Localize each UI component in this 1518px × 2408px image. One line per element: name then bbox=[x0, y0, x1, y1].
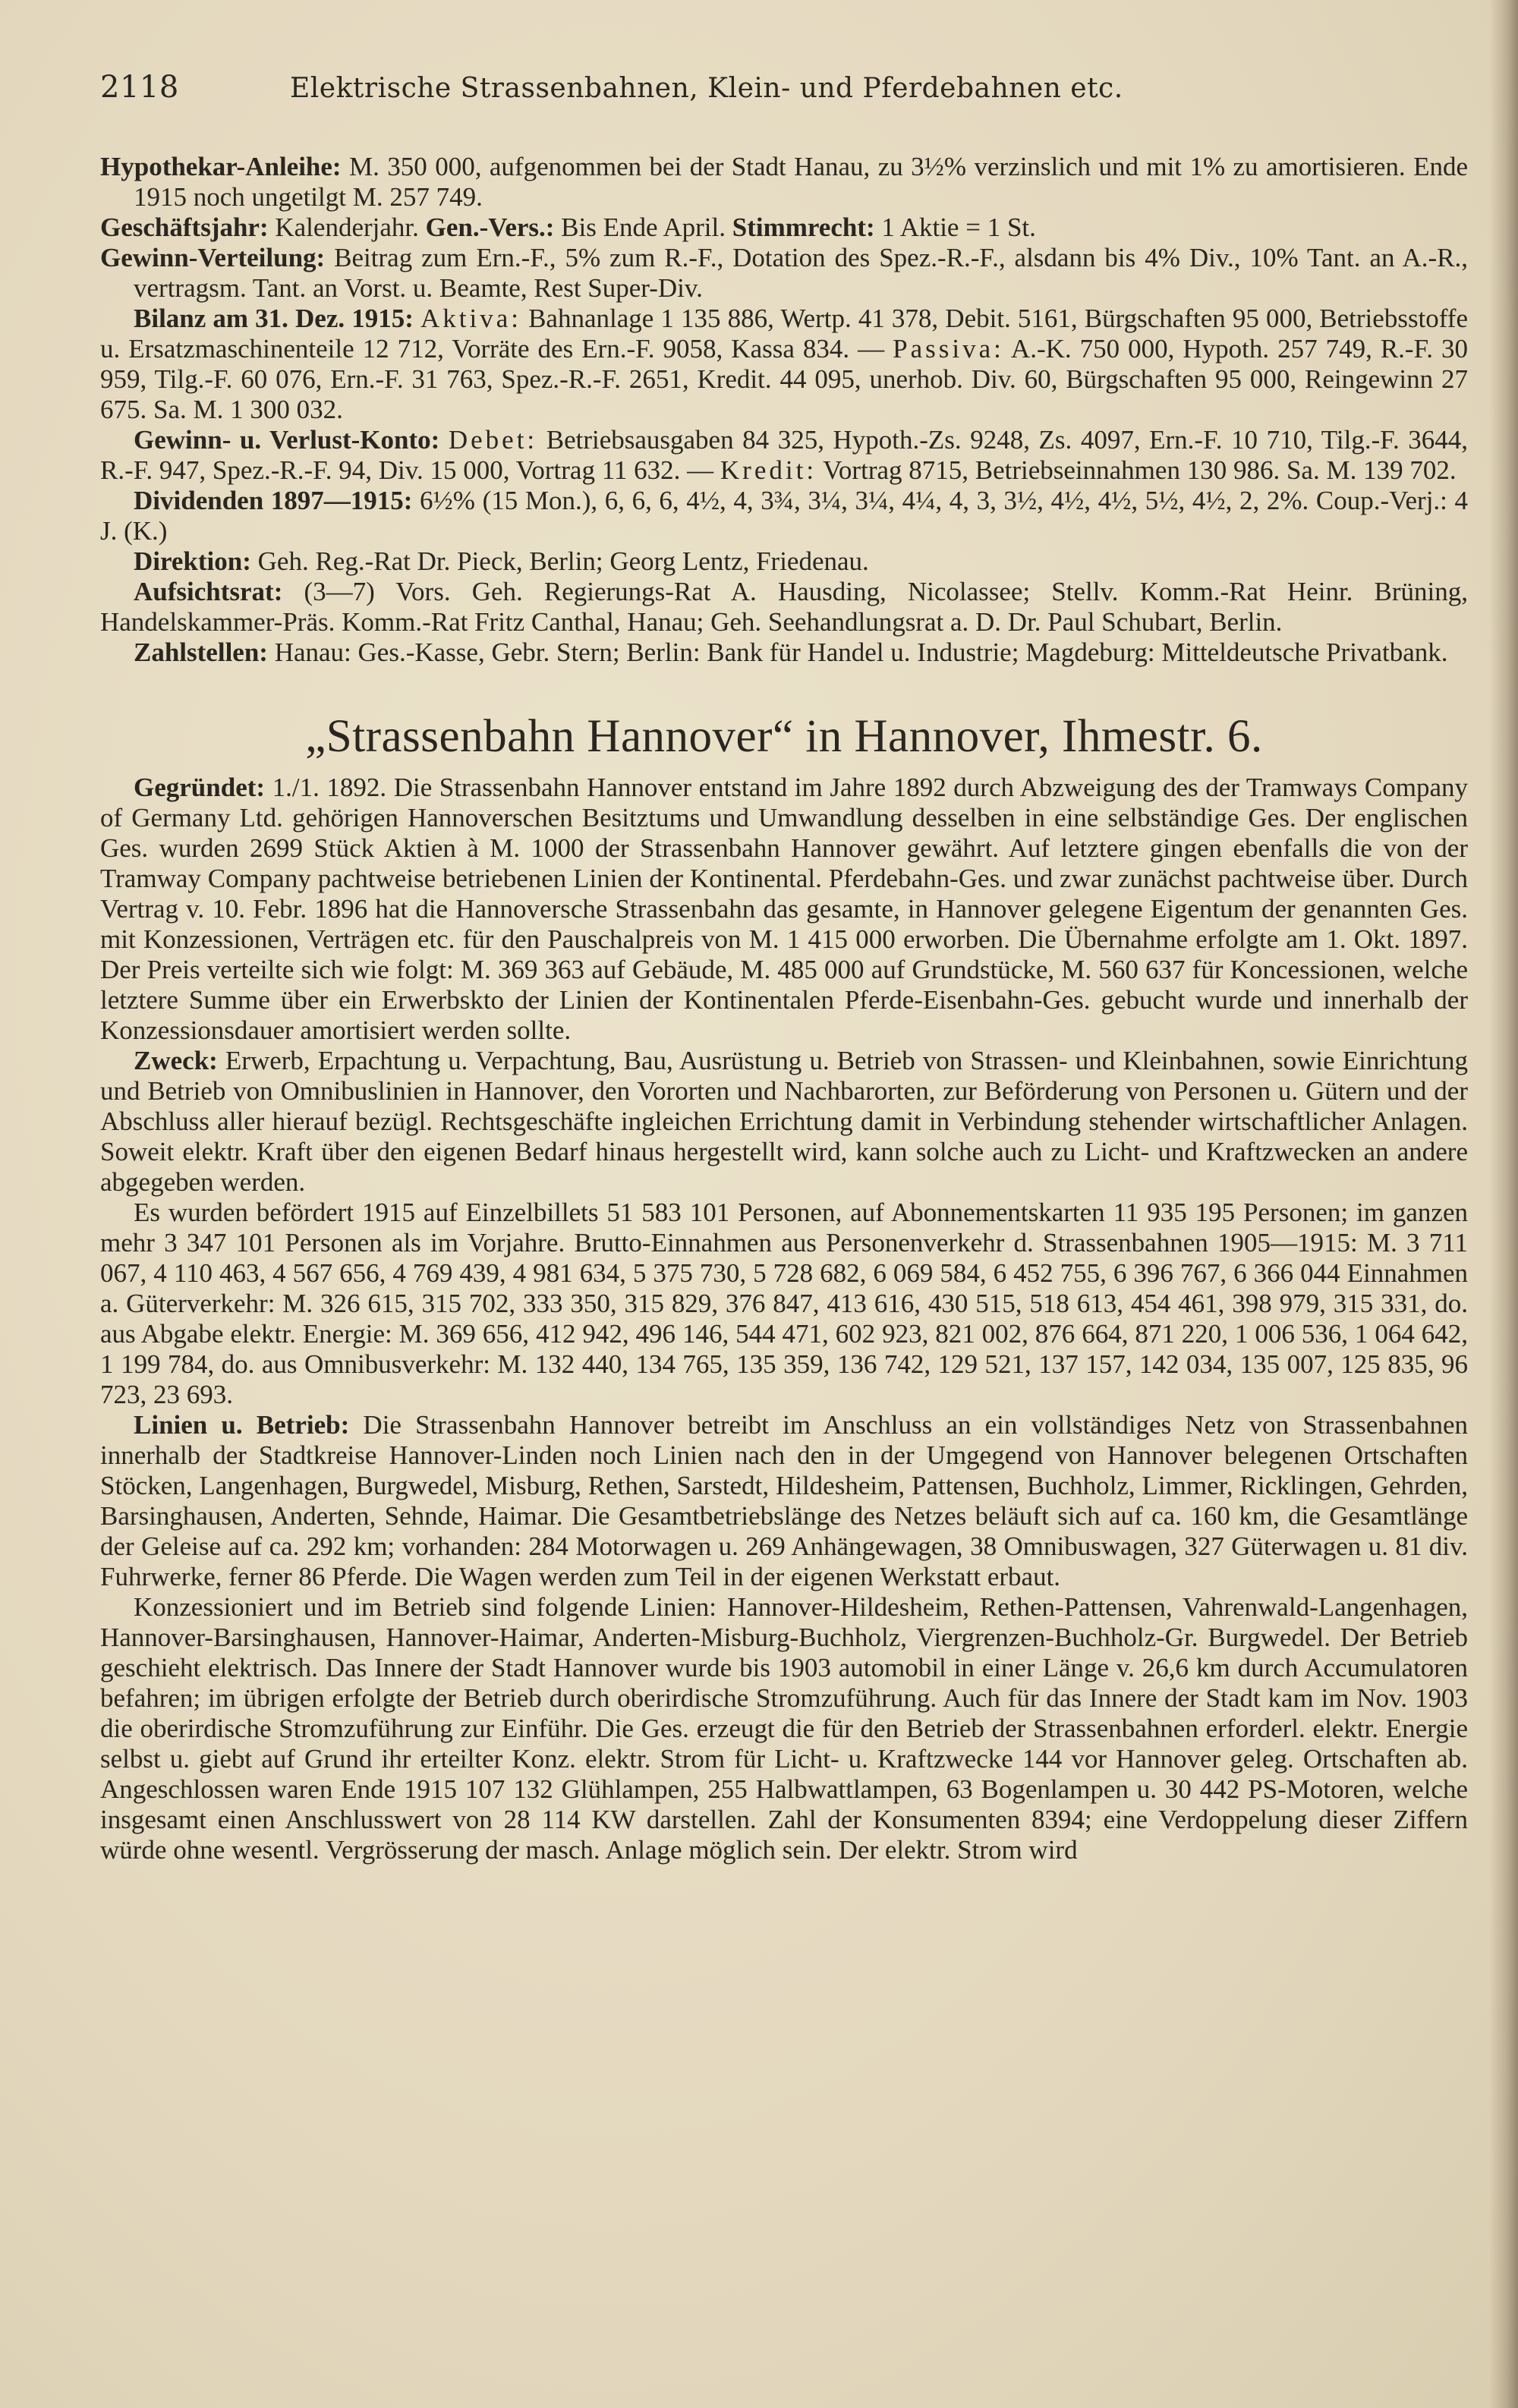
company-heading: „Strassenbahn Hannover“ in Hannover, Ihmestr. 6. bbox=[305, 711, 1263, 762]
label-zweck: Zweck: bbox=[134, 1046, 218, 1075]
running-head bbox=[100, 70, 1468, 105]
paragraph-gegruendet bbox=[100, 773, 1468, 1046]
running-title: Elektrische Strassenbahnen, Klein- und Pferdebahnen etc. bbox=[290, 73, 1123, 104]
text-zahlstellen: Hanau: Ges.-Kasse, Gebr. Stern; Berlin: Bank für Handel u. Industrie; Magdeburg: Mitteldeutsche Privatbank. bbox=[274, 637, 1448, 667]
text-guv-kredit: Vortrag 8715, Betriebseinnahmen 130 986. Sa. M. 139 702. bbox=[823, 455, 1457, 485]
paragraph-aufsichtsrat bbox=[100, 577, 1468, 637]
text-guv-debet: Betriebsausgaben 84 325, Hypoth.-Zs. 9248, Zs. 4097, Ern.-F. 10 710, Tilg.-F. 3644, R.-F. 947, Spez.-R.-F. 94, Div. 15 000, Vortrag 11 632. — bbox=[100, 425, 1469, 485]
text-dividenden: 6½% (15 Mon.), 6, 6, 6, 4½, 4, 3¾, 3¼, 3¼, 4¼, 4, 3, 3½, 4½, 4½, 5½, 4½, 2, 2%. Coup.-Verj.: 4 J. (K.) bbox=[100, 486, 1469, 546]
label-gegruendet: Gegründet: bbox=[134, 773, 266, 802]
text-zweck: Erwerb, Erpachtung u. Verpachtung, Bau, Ausrüstung u. Betrieb von Strassen- und Kleinbahnen, sowie Einrichtung und Betrieb von Omnibuslinien in Hannover, den Vororten und Nachbarorten, zur Beförderung von Personen u. Gütern und der Abschluss aller hierauf bezügl. Rechtsgeschäfte ingleichen Errichtung damit in Verbindung stehender wirtschaftlicher Anlagen. Soweit elektr. Kraft über den eigenen Bedarf hinaus hergestellt wird, kann solche auch zu Licht- und Kraftzwecken an andere abgegeben werden. bbox=[100, 1046, 1468, 1197]
paragraph-bilanz bbox=[100, 304, 1468, 425]
label-kredit: Kredit: bbox=[720, 455, 817, 485]
section-hanau-continuation bbox=[100, 152, 1468, 668]
label-gen-vers: Gen.-Vers.: bbox=[425, 212, 555, 242]
paragraph-zweck bbox=[100, 1046, 1468, 1198]
text-hypothekar-anleihe: M. 350 000, aufgenommen bei der Stadt Hanau, zu 3½% verzinslich und mit 1% zu amortisieren. Ende 1915 noch ungetilgt M. 257 749. bbox=[134, 152, 1468, 212]
label-aufsichtsrat: Aufsichtsrat: bbox=[134, 577, 283, 606]
label-passiva: Passiva: bbox=[893, 334, 1004, 364]
label-debet: Debet: bbox=[448, 425, 538, 455]
paragraph-gewinn-verteilung bbox=[100, 243, 1468, 304]
text-stimmrecht: 1 Aktie = 1 St. bbox=[881, 212, 1036, 242]
label-gewinn-verteilung: Gewinn-Verteilung: bbox=[100, 243, 326, 272]
paragraph-direktion bbox=[100, 546, 1468, 577]
paragraph-zahlstellen bbox=[100, 637, 1468, 668]
label-gewinn-verlust-konto: Gewinn- u. Verlust-Konto: bbox=[134, 425, 440, 455]
label-hypothekar-anleihe: Hypothekar-Anleihe: bbox=[100, 152, 342, 181]
paragraph-befoerderung: Es wurden befördert 1915 auf Einzelbillets 51 583 101 Personen, auf Abonnementskarten 11 935 195 Personen; im ganzen mehr 3 347 101 Personen als im Vorjahre. Brutto-Einnahmen aus Personenverkehr d. Strassenbahnen 1905—1915: M. 3 711 067, 4 110 463, 4 567 656, 4 769 439, 4 981 634, 5 375 730, 5 728 682, 6 069 584, 6 452 755, 6 396 767, 6 366 044 Einnahmen a. Güterverkehr: M. 326 615, 315 702, 333 350, 315 829, 376 847, 413 616, 430 515, 518 613, 454 461, 398 979, 315 331, do. aus Abgabe elektr. Energie: M. 369 656, 412 942, 496 146, 544 471, 602 923, 821 002, 876 664, 871 220, 1 006 536, 1 064 642, 1 199 784, do. aus Omnibusverkehr: M. 132 440, 134 765, 135 359, 136 742, 129 521, 137 157, 142 034, 135 007, 125 835, 96 723, 23 693. bbox=[100, 1198, 1468, 1409]
paragraph-dividenden bbox=[100, 486, 1468, 546]
label-zahlstellen: Zahlstellen: bbox=[134, 637, 268, 667]
text-bilanz-aktiva: Bahnanlage 1 135 886, Wertp. 41 378, Debit. 5161, Bürgschaften 95 000, Betriebsstoffe u. Ersatzmaschinenteile 12 712, Vorräte des Ern.-F. 9058, Kassa 834. — bbox=[100, 304, 1468, 364]
page-number: 2118 bbox=[100, 70, 179, 105]
label-geschaeftsjahr: Geschäftsjahr: bbox=[100, 212, 269, 242]
text-gewinn-verteilung: Beitrag zum Ern.-F., 5% zum R.-F., Dotation des Spez.-R.-F., alsdann bis 4% Div., 10% Tant. an A.-R., vertragsm. Tant. an Vorst. u. Beamte, Rest Super-Div. bbox=[134, 243, 1469, 303]
label-direktion: Direktion: bbox=[134, 546, 251, 576]
paragraph-gewinn-verlust-konto bbox=[100, 425, 1468, 486]
text-direktion: Geh. Reg.-Rat Dr. Pieck, Berlin; Georg Lentz, Friedenau. bbox=[257, 546, 869, 576]
page-edge-shadow bbox=[1489, 0, 1518, 2408]
label-aktiva: Aktiva: bbox=[420, 304, 521, 333]
label-bilanz: Bilanz am 31. Dez. 1915: bbox=[134, 304, 414, 333]
text-bilanz-passiva: A.-K. 750 000, Hypoth. 257 749, R.-F. 30 959, Tilg.-F. 60 076, Ern.-F. 31 763, Spez.-R.-F. 2651, Kredit. 44 095, unerhob. Div. 60, Bürgschaften 95 000, Reingewinn 27 675. Sa. M. 1 300 032. bbox=[100, 334, 1468, 424]
paragraph-geschaeftsjahr bbox=[100, 212, 1468, 243]
paragraph-linien-betrieb bbox=[100, 1410, 1468, 1592]
text-aufsichtsrat: (3—7) Vors. Geh. Regierungs-Rat A. Hausding, Nicolassee; Stellv. Komm.-Rat Heinr. Brüning, Handelskammer-Präs. Komm.-Rat Fritz Canthal, Hanau; Geh. Seehandlungsrat a. D. Dr. Paul Schubart, Berlin. bbox=[100, 577, 1469, 637]
text-gegruendet: 1./1. 1892. Die Strassenbahn Hannover entstand im Jahre 1892 durch Abzweigung des der Tramways Company of Germany Ltd. gehörigen Hannoverschen Besitztums und Umwandlung desselben in eine selbständige Ges. Der englischen Ges. wurden 2699 Stück Aktien à M. 1000 der Strassenbahn Hannover gewährt. Auf letztere gingen ebenfalls die von der Tramway Company pachtweise betriebenen Linien der Kontinental. Pferdebahn-Ges. und zwar zunächst pachtweise über. Durch Vertrag v. 10. Febr. 1896 hat die Hannoversche Strassenbahn das gesamte, in Hannover gelegene Eigentum der genannten Ges. mit Konzessionen, Verträgen etc. für den Pauschalpreis von M. 1 415 000 erworben. Die Übernahme erfolgte am 1. Okt. 1897. Der Preis verteilte sich wie folgt: M. 369 363 auf Gebäude, M. 485 000 auf Grundstücke, M. 560 637 für Koncessionen, welche letztere Summe über ein Erwerbskto der Linien der Kontinentalen Pferde-Eisenbahn-Ges. gebucht wurde und innerhalb der Konzessionsdauer amortisiert werden sollte. bbox=[100, 773, 1469, 1045]
text-gen-vers: Bis Ende April. bbox=[561, 212, 726, 242]
paragraph-hypothekar-anleihe bbox=[100, 152, 1468, 212]
label-stimmrecht: Stimmrecht: bbox=[732, 212, 875, 242]
label-linien-betrieb: Linien u. Betrieb: bbox=[134, 1410, 350, 1440]
paragraph-konzession: Konzessioniert und im Betrieb sind folgende Linien: Hannover-Hildesheim, Rethen-Pattensen, Vahrenwald-Langenhagen, Hannover-Barsinghausen, Hannover-Haimar, Anderten-Misburg-Buchholz, Viergrenzen-Buchholz-Gr. Burgwedel. Der Betrieb geschieht elektrisch. Das Innere der Stadt Hannover wurde bis 1903 automobil in einer Länge v. 26,6 km durch Accumulatoren befahren; im übrigen erfolgte der Betrieb durch oberirdische Stromzuführung. Auch für das Innere der Stadt kam im Nov. 1903 die oberirdische Stromzuführung zur Einführ. Die Ges. erzeugt die für den Betrieb der Strassenbahnen erforderl. elektr. Energie selbst u. giebt auf Grund ihr erteilter Konz. elektr. Strom für Licht- u. Kraftzwecke 144 vor Hannover geleg. Ortschaften ab. Angeschlossen waren Ende 1915 107 132 Glühlampen, 255 Halbwattlampen, 63 Bogenlampen u. 30 442 PS-Motoren, welche insgesamt einen Anschlusswert von 28 114 KW darstellen. Zahl der Konsumenten 8394; eine Verdoppelung dieser Ziffern würde ohne wesentl. Vergrösserung der masch. Anlage möglich sein. Der elektr. Strom wird bbox=[100, 1592, 1468, 1865]
text-linien-betrieb: Die Strassenbahn Hannover betreibt im Anschluss an ein vollständiges Netz von Strassenbahnen innerhalb der Stadtkreise Hannover-Linden noch Linien nach den in der Umgegend von Hannover belegenen Ortschaften Stöcken, Langenhagen, Burgwedel, Misburg, Rethen, Sarstedt, Hildesheim, Pattensen, Buchholz, Limmer, Ricklingen, Gehrden, Barsinghausen, Anderten, Sehnde, Haimar. Die Gesamtbetriebslänge des Netzes beläuft sich auf ca. 160 km, die Gesamtlänge der Geleise auf ca. 292 km; vorhanden: 284 Motorwagen u. 269 Anhängewagen, 38 Omnibuswagen, 327 Güterwagen u. 81 div. Fuhrwerke, ferner 86 Pferde. Die Wagen werden zum Teil in der eigenen Werkstatt erbaut. bbox=[100, 1410, 1468, 1591]
label-dividenden: Dividenden 1897—1915: bbox=[134, 486, 413, 515]
section-strassenbahn-hannover bbox=[100, 773, 1468, 1865]
text-geschaeftsjahr: Kalenderjahr. bbox=[275, 212, 419, 242]
